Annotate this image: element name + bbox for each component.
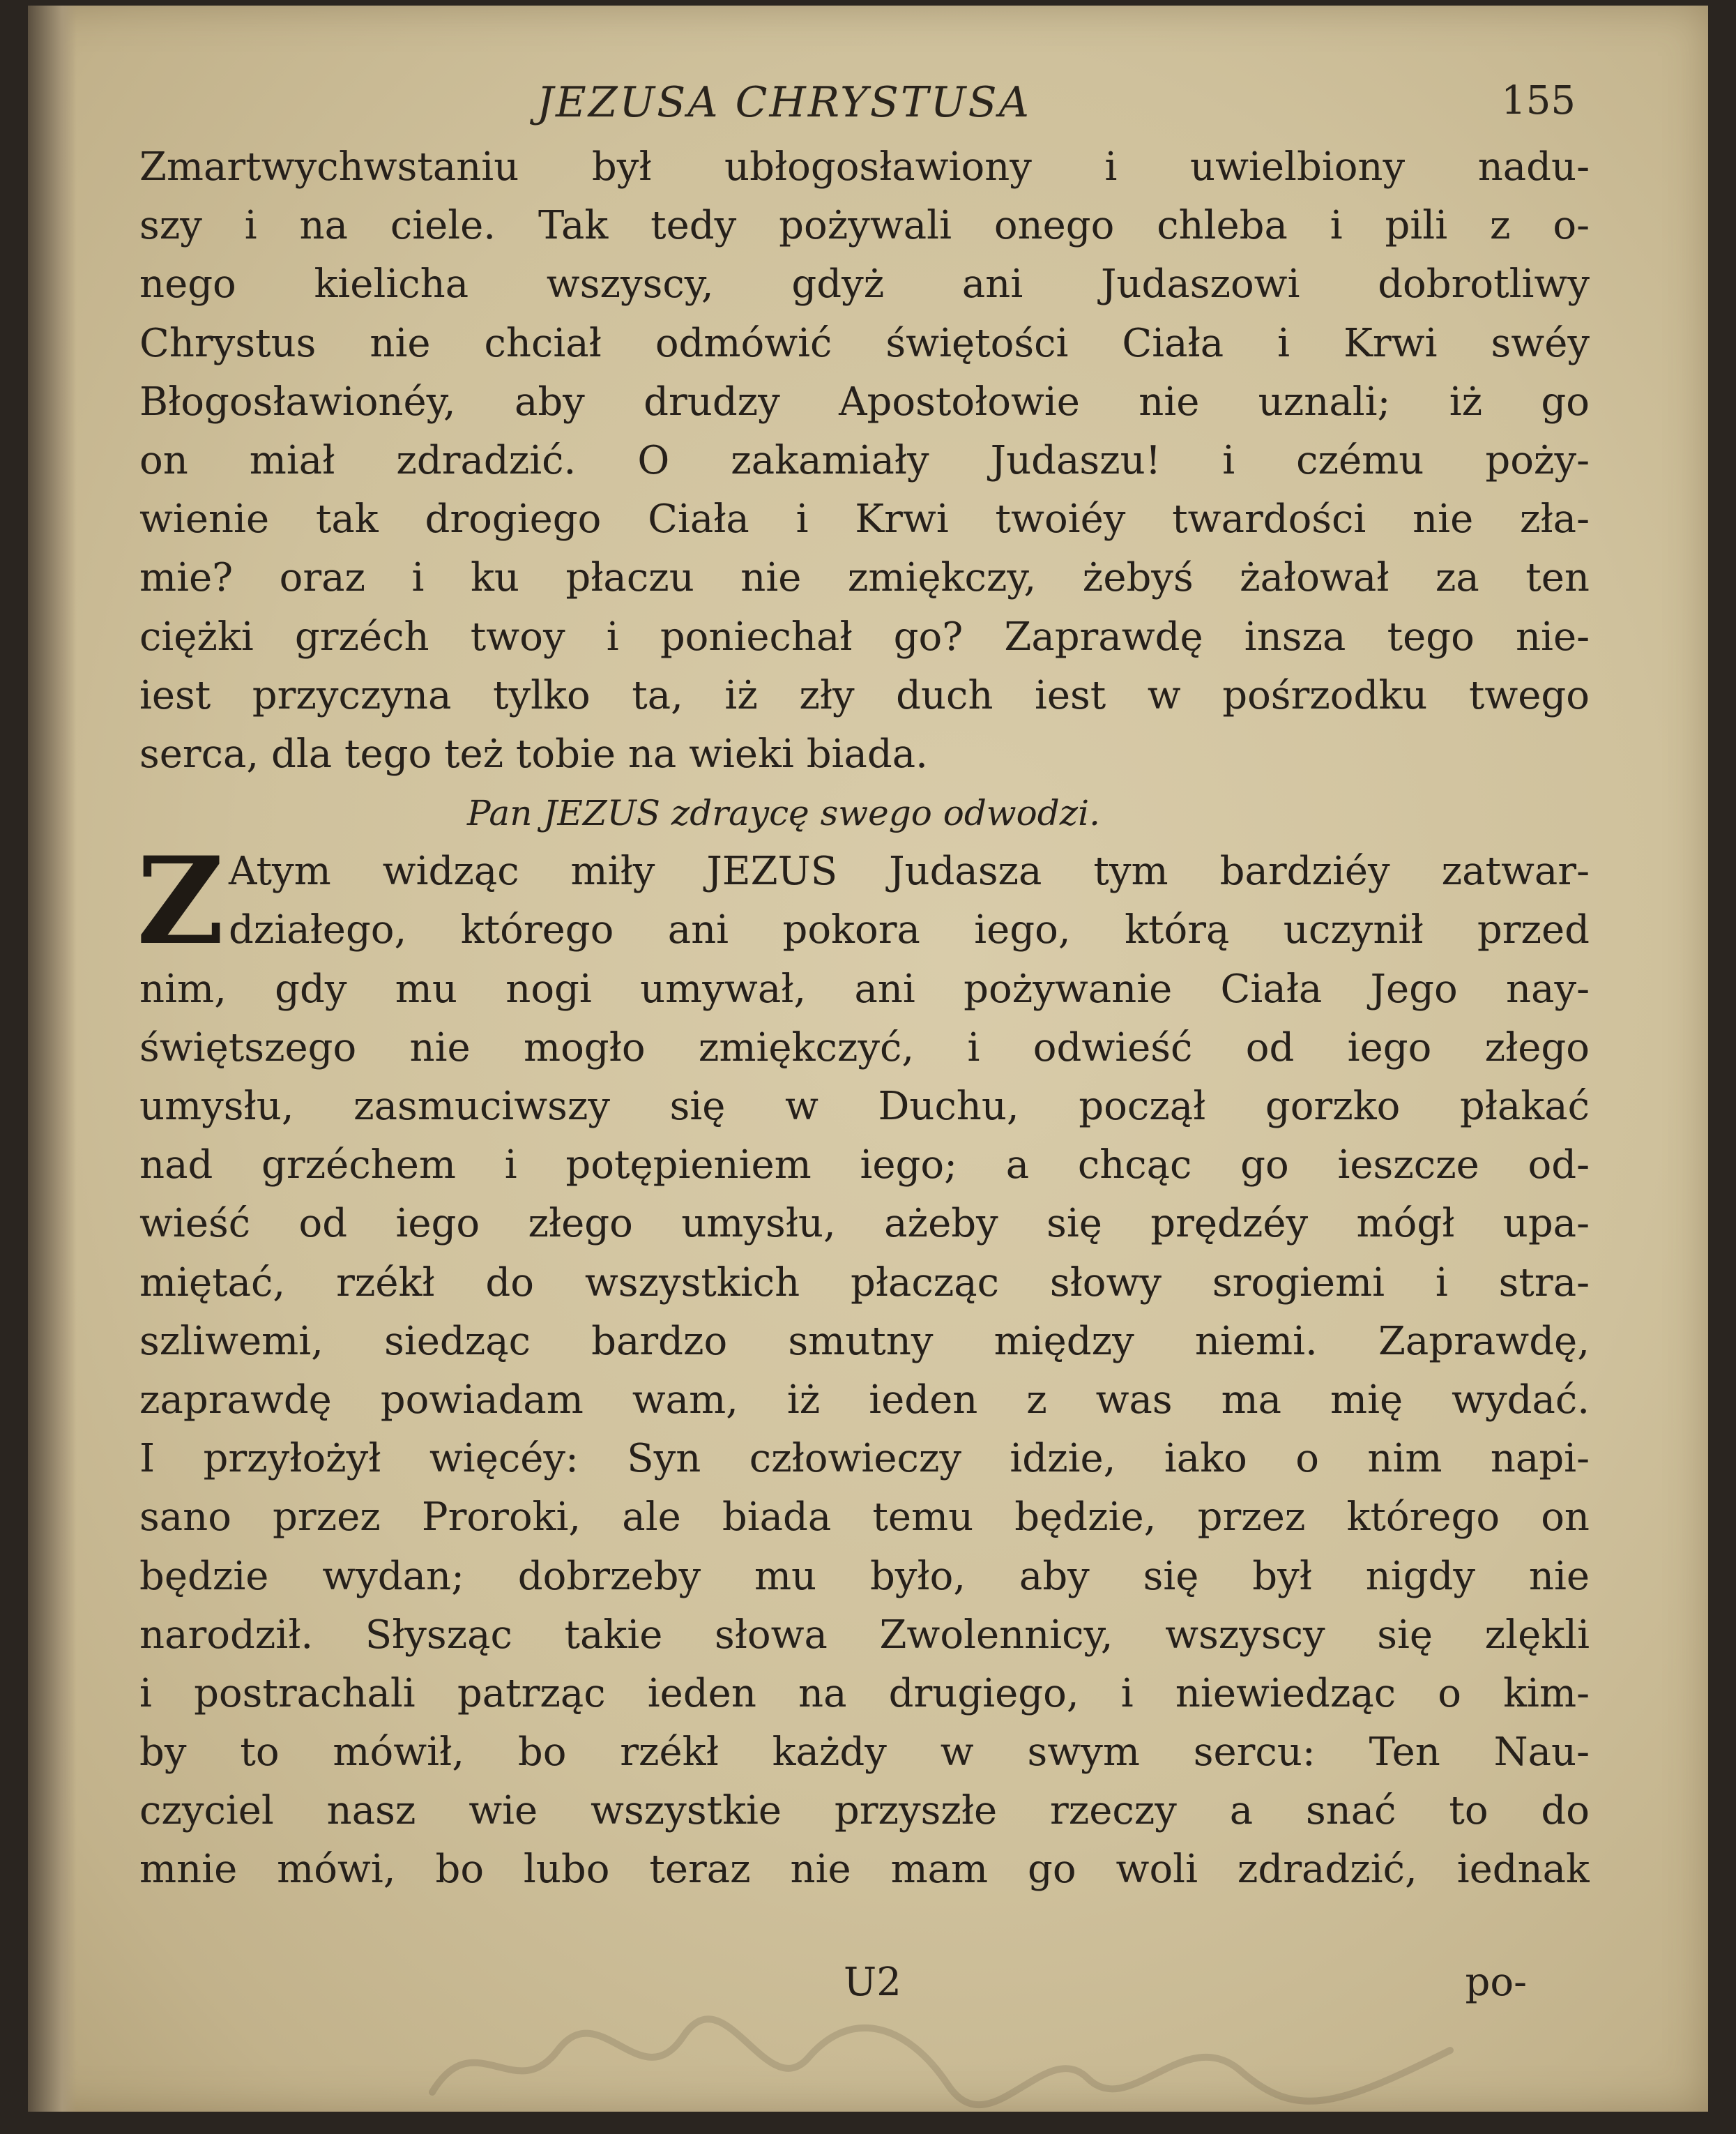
text-line: czyciel nasz wie wszystkie przyszłe rzeczy a snać to do xyxy=(139,1788,1590,1834)
text-line: on miał zdradzić. O zakamiały Judaszu! i czému poży- xyxy=(139,437,1590,483)
text-line: nego kielicha wszyscy, gdyż ani Judaszowi dobrotliwy xyxy=(139,262,1590,308)
signature-mark: U2 xyxy=(844,1960,901,2005)
section-subheading: Pan JEZUS zdraycę swego odwodzi. xyxy=(467,793,1100,834)
text-line: nad grzéchem i potępieniem iego; a chcąc go ieszcze od- xyxy=(139,1142,1590,1188)
text-line: będzie wydan; dobrzeby mu było, aby się był nigdy nie xyxy=(139,1553,1590,1599)
text-line: serca, dla tego też tobie na wieki biada. xyxy=(139,731,928,777)
text-line: działego, którego ani pokora iego, którą uczynił przed xyxy=(229,907,1590,953)
text-line: ciężki grzéch twoy i poniechał go? Zaprawdę insza tego nie- xyxy=(139,614,1590,660)
text-line: wieść od iego złego umysłu, ażeby się prędzéy mógł upa- xyxy=(139,1201,1590,1247)
text-line: Atym widząc miły JEZUS Judasza tym bardziéy zatwar- xyxy=(229,849,1590,895)
bleed-through-ink xyxy=(418,2008,1464,2113)
running-head: JEZUSA CHRYSTUSA xyxy=(537,78,1031,127)
text-line: wienie tak drogiego Ciała i Krwi twoiéy twardości nie zła- xyxy=(139,497,1590,543)
text-line: mie? oraz i ku płaczu nie zmiękczy, żebyś żałował za ten xyxy=(139,555,1590,601)
text-line: sano przez Proroki, ale biada temu będzie, przez którego on xyxy=(139,1494,1590,1541)
text-line: narodził. Słysząc takie słowa Zwolennicy, wszyscy się zlękli xyxy=(139,1612,1590,1658)
text-line: Błogosławionéy, aby drudzy Apostołowie nie uznali; iż go xyxy=(139,379,1590,425)
page-body xyxy=(139,138,1590,1900)
text-line: Zmartwychwstaniu był ubłogosławiony i uwielbiony nadu- xyxy=(139,144,1590,190)
drop-cap: Z xyxy=(137,830,224,972)
text-line: szy i na ciele. Tak tedy pożywali onego chleba i pili z o- xyxy=(139,203,1590,249)
text-line: świętszego nie mogło zmiękczyć, i odwieść od iego złego xyxy=(139,1024,1590,1070)
text-line: Chrystus nie chciał odmówić świętości Ciała i Krwi swéy xyxy=(139,320,1590,366)
text-line: umysłu, zasmuciwszy się w Duchu, począł gorzko płakać xyxy=(139,1084,1590,1129)
text-line: nim, gdy mu nogi umywał, ani pożywanie Ciała Jego nay- xyxy=(139,966,1590,1012)
paragraph-1 xyxy=(139,138,1590,784)
catchword: po- xyxy=(1465,1960,1527,2005)
paragraph-2 xyxy=(137,830,1590,1899)
text-line: zaprawdę powiadam wam, iż ieden z was ma mię wydać. xyxy=(139,1377,1590,1423)
text-line: I przyłożył więcéy: Syn człowieczy idzie, iako o nim napi- xyxy=(139,1436,1590,1482)
text-line: szliwemi, siedząc bardzo smutny między niemi. Zaprawdę, xyxy=(139,1318,1590,1364)
text-line: i postrachali patrząc ieden na drugiego, i niewiedząc o kim- xyxy=(139,1670,1590,1716)
text-line: miętać, rzékł do wszystkich płacząc słowy srogiemi i stra- xyxy=(139,1259,1590,1306)
text-line: by to mówił, bo rzékł każdy w swym sercu: Ten Nau- xyxy=(139,1730,1590,1776)
page-number: 155 xyxy=(1501,78,1576,123)
text-line: mnie mówi, bo lubo teraz nie mam go woli zdradzić, iednak xyxy=(139,1847,1590,1893)
page-gutter xyxy=(28,6,77,2112)
page-header xyxy=(139,78,1590,141)
text-line: iest przyczyna tylko ta, iż zły duch iest w pośrzodku twego xyxy=(139,672,1590,718)
